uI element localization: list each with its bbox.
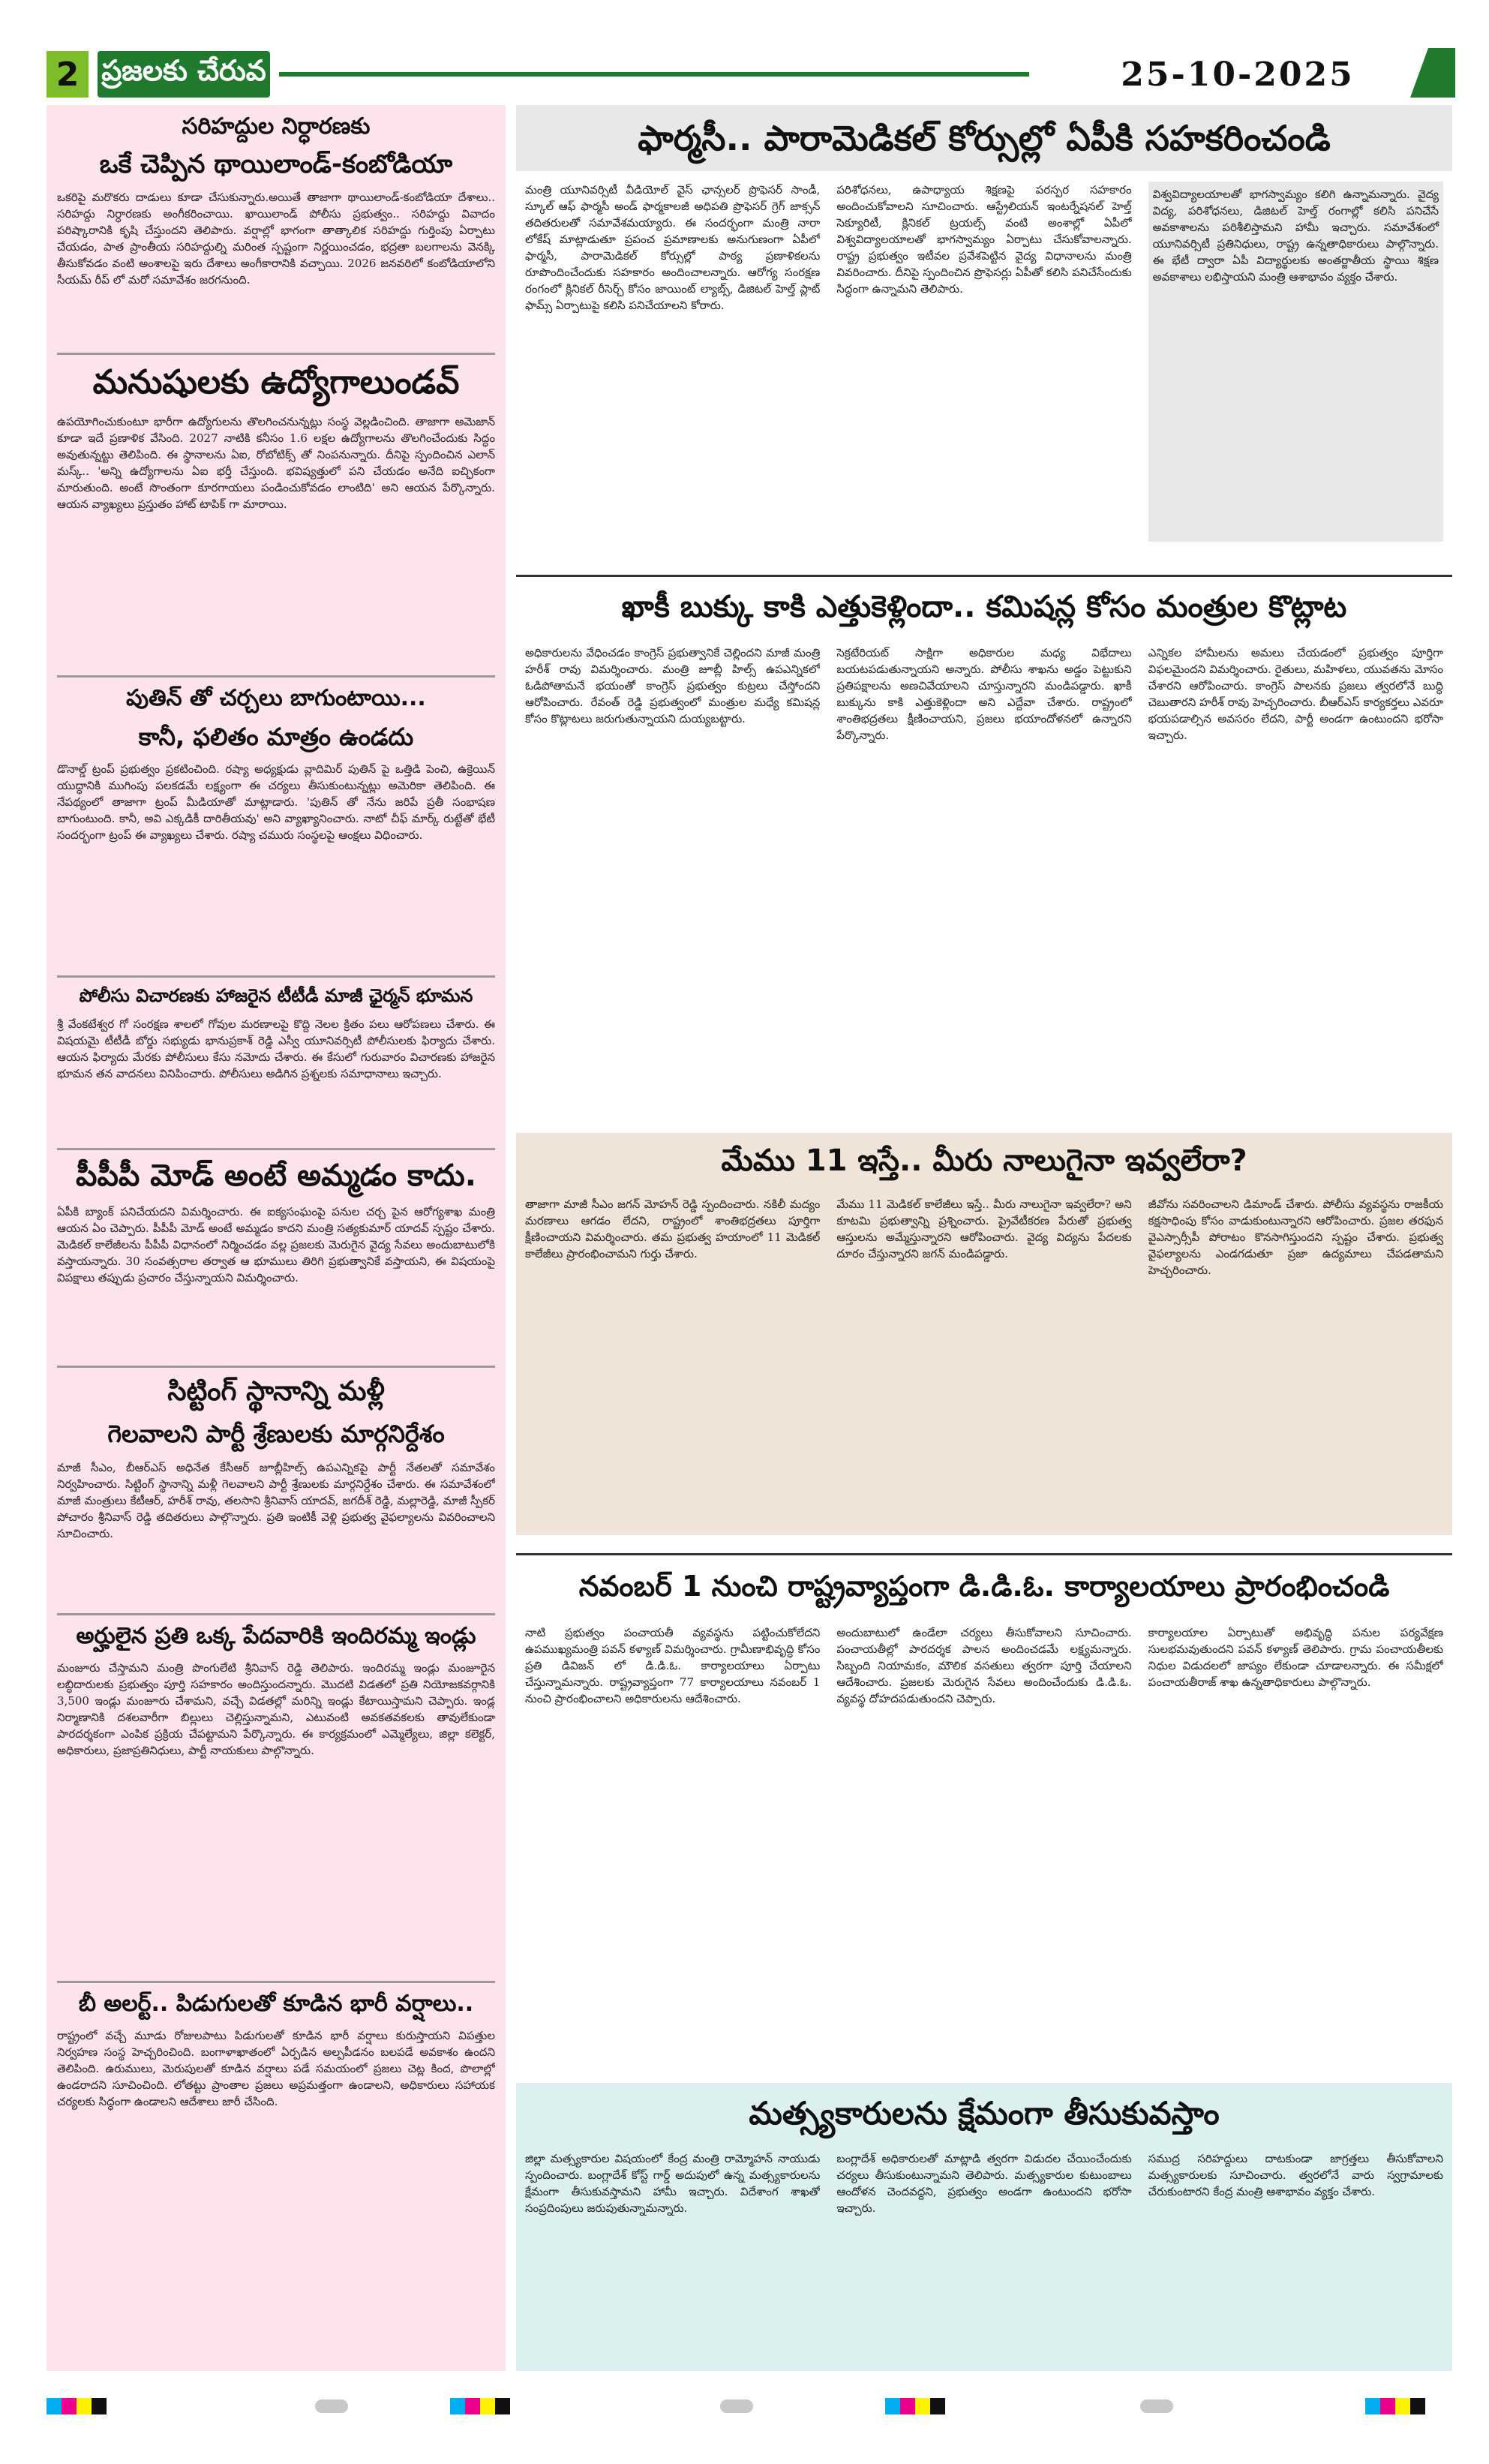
black-swatch (1410, 2398, 1425, 2414)
cyan-swatch (450, 2398, 465, 2414)
article-ai-jobs (57, 362, 495, 595)
divider (57, 1148, 495, 1150)
article-khaki-book (516, 575, 1452, 1115)
headline: మనుషులకు ఉద్యోగాలుండవ్ (92, 363, 460, 401)
header-rule (279, 72, 1029, 77)
article-body: ఎన్నికల హామీలను అమలు చేయడంలో ప్రభుత్వం పూర్తిగా విఫలమైందని విమర్శించారు. రైతులు, మహిళలు, యువతను మోసం చేశారని ఆరోపించారు. కాంగ్రెస్ పాలనకు ప్రజలు త్వరలోనే బుద్ధి చెబుతారని హరీశ్ రావు హెచ్చరించారు. బీఆర్ఎస్ కార్యకర్తలు ఎవరూ భయపడాల్సిన అవసరం లేదని, పార్టీ అండగా ఉంటుందని భరోసా ఇచ్చారు. (1148, 646, 1443, 742)
article-body: శ్రీ వేంకటేశ్వర గో సంరక్షణ శాలలో గోవుల మరణాలపై కొద్ది నెలల క్రితం పలు ఆరోపణలు చేశారు. ఈ విషయమై టీటీడీ బోర్డు సభ్యుడు భానుప్రకాశ్ రెడ్డి ఎస్వీ యూనివర్సిటీ పోలీసులకు ఫిర్యాదు చేశారు. ఆయన ఫిర్యాదు మేరకు పోలీసులు కేసు నమోదు చేశారు. ఈ కేసులో గురువారం విచారణకు హాజరైన భూమన తన వాదనలు వినిపించారు. పోలీసులు అడిగిన ప్రశ్నలకు సమాధానాలు ఇచ్చారు. (57, 1017, 495, 1080)
registration-pill (720, 2399, 753, 2413)
divider (57, 975, 495, 978)
headline: నవంబర్ 1 నుంచి రాష్ట్రవ్యాప్తంగా డి.డి.ఓ. కార్యాలయాలు ప్రారంభించండి (578, 1570, 1390, 1603)
headline: పోలీసు విచారణకు హాజరైన టీటీడీ మాజీ ఛైర్మన్ భూమన (79, 985, 473, 1006)
divider (57, 675, 495, 678)
article-body: రాష్ట్రంలో వచ్చే మూడు రోజులపాటు పిడుగులతో కూడిన భారీ వర్షాలు కురుస్తాయని విపత్తుల నిర్వహణ సంస్థ హెచ్చరించింది. బంగాళాఖాతంలో ఏర్పడిన అల్పపీడనం బలపడే అవకాశం ఉందని తెలిపింది. ఉరుములు, మెరుపులతో కూడిన వర్షాలు పడే సమయంలో ప్రజలు చెట్ల కింద, పొలాల్లో ఉండరాదని సూచించింది. లోతట్టు ప్రాంతాల ప్రజలు అప్రమత్తంగా ఉండాలని, అధికారులు సహాయక చర్యలకు సిద్ధంగా ఉండాలని ఆదేశాలు జారీ చేసింది. (57, 2028, 495, 2108)
article-body: అందుబాటులో ఉండేలా చర్యలు తీసుకోవాలని సూచించారు. పంచాయతీల్లో పారదర్శక పాలన అందించడమే లక్ష్యమన్నారు. సిబ్బంది నియామకం, మౌలిక వసతులు త్వరగా పూర్తి చేయాలని ఆదేశించారు. ప్రజలకు మెరుగైన సేవలు అందించేందుకు డి.డి.ఓ. వ్యవస్థ దోహదపడుతుందని చెప్పారు. (836, 1626, 1132, 1705)
headline: ఖాకీ బుక్కు కాకి ఎత్తుకెళ్లిందా.. కమిషన్ల కోసం మంత్రుల కొట్లాట (621, 590, 1347, 624)
cyan-swatch (885, 2398, 900, 2414)
black-swatch (930, 2398, 945, 2414)
headline: పుతిన్ తో చర్చలు బాగుంటాయి... (126, 685, 426, 711)
section-title: ప్రజలకు చేరువ (98, 51, 270, 98)
yellow-swatch (1395, 2398, 1410, 2414)
yellow-swatch (77, 2398, 92, 2414)
article-putin-talks (57, 684, 495, 959)
divider (57, 1366, 495, 1368)
article-ddo-offices (516, 1553, 1452, 2063)
article-body: ఒకరిపై మరొకరు దాడులు కూడా చేసుకున్నారు.అయితే తాజాగా థాయిలాండ్-కంబోడియా దేశాలు.. సరిహద్దు నిర్ధారణకు అంగీకరించాయి. ఖాయిలాండ్ పోలీసు ప్రభుత్వం.. సరిహద్దు వివాదం పరిష్కారానికి కృషి చేస్తుందని తెలిపారు. వర్షాల్లో భాగంగా తాత్కాలిక సరిహద్దు గుర్తింపు ఏర్పాటు చేయడం, పాత ప్రాంతీయ సరిహద్దుల్ని మరింత స్పష్టంగా నిర్ణయించడం, భద్రతా బలగాలను వెనక్కి తీసుకోవడం వంటి అంశాలపై ఇరు దేశాలు అంగీకారానికి వచ్చాయి. 2026 జనవరిలో కంబోడియాలోని సీయమ్ రీప్ లో మరో సమావేశం జరగనుంది. (57, 191, 495, 287)
article-ppp-mode (57, 1157, 495, 1352)
headline: సిట్టింగ్ స్థానాన్ని మళ్లీ (167, 1376, 385, 1407)
article-body: మంజూరు చేస్తామని మంత్రి పొంగులేటి శ్రీనివాస్ రెడ్డి తెలిపారు. ఇందిరమ్మ ఇండ్లు మంజూరైన లబ్ధిదారులకు ప్రభుత్వం పూర్తి సహకారం అందిస్తుందన్నారు. మొదటి విడతలో ప్రతి నియోజకవర్గానికి 3,500 ఇండ్లు మంజూరు చేశామని, వచ్చే విడతల్లో మరిన్ని ఇండ్లు కేటాయిస్తామని చెప్పారు. ఇండ్ల నిర్మాణానికి దశలవారీగా బిల్లులు చెల్లిస్తున్నామని, ఎటువంటి అవకతవకలకు తావులేకుండా పారదర్శకంగా ఎంపిక ప్రక్రియ చేపట్టామని పేర్కొన్నారు. ఈ కార్యక్రమంలో ఎమ్మెల్యేలు, జిల్లా కలెక్టర్, అధికారులు, ప్రజాప్రతినిధులు, పార్టీ నాయకులు పాల్గొన్నారు. (57, 1660, 495, 1757)
article-body: సెక్రటేరియట్ సాక్షిగా అధికారుల మధ్య విభేదాలు బయటపడుతున్నాయని అన్నారు. పోలీసు శాఖను అడ్డం పెట్టుకుని ప్రతిపక్షాలను అణచివేయాలని చూస్తున్నారని మండిపడ్డారు. ఖాకీ బుక్కును కాకి ఎత్తుకెళ్లిందా అని ఎద్దేవా చేశారు. రాష్ట్రంలో శాంతిభద్రతలు క్షీణించాయని, ప్రజలు భయాందోళనలో ఉన్నారని పేర్కొన్నారు. (836, 646, 1132, 742)
article-body: జిల్లా మత్స్యకారుల విషయంలో కేంద్ర మంత్రి రామ్మోహన్ నాయుడు స్పందించారు. బంగ్లాదేశ్ కోస్ట్ గార్డ్ అదుపులో ఉన్న మత్స్యకారులను క్షేమంగా తీసుకువస్తామని హామీ ఇచ్చారు. విదేశాంగ శాఖతో సంప్రదింపులు జరుపుతున్నామన్నారు. (525, 2152, 821, 2215)
headline: అర్హులైన ప్రతి ఒక్క పేదవారికి ఇందిరమ్మ ఇండ్లు (76, 1623, 476, 1649)
magenta-swatch (1380, 2398, 1395, 2414)
article-body: అధికారులను వేధించడం కాంగ్రెస్ ప్రభుత్వానికే చెల్లిందని మాజీ మంత్రి హరీశ్ రావు విమర్శించారు. మంత్రి జూబ్లీ హిల్స్ ఉపఎన్నికలో ఓడిపోతామనే భయంతో కాంగ్రెస్ ప్రభుత్వం కుట్రలు చేస్తోందని ఆరోపించారు. రేవంత్ రెడ్డి ప్రభుత్వంలో మంత్రుల మధ్యే కమిషన్ల కోసం కొట్లాటలు జరుగుతున్నాయని దుయ్యబట్టారు. (525, 646, 821, 726)
page-date: 25-10-2025 (1035, 51, 1440, 98)
headline: పీపీపీ మోడ్ అంటే అమ్మడం కాదు. (76, 1158, 476, 1193)
article-body: డొనాల్డ్ ట్రంప్ ప్రభుత్వం ప్రకటించింది. రష్యా అధ్యక్షుడు వ్లాదిమిర్ పుతిన్ పై ఒత్తిడి పెంచి, ఉక్రెయిన్ యుద్ధానికి ముగింపు పలకడమే లక్ష్యంగా ఈ చర్యలు తీసుకుంటున్నట్లు అమెరికా తెలిపింది. ఈ నేపథ్యంలో తాజాగా ట్రంప్ మీడియాతో మాట్లాడారు. 'పుతిన్ తో నేను జరిపే ప్రతీ సంభాషణ బాగుంటుంది. కానీ, అవి ఎక్కడికీ దారితీయవు' అని వ్యాఖ్యానించారు. నాటో చీఫ్ మార్క్ రుట్టేతో భేటీ సందర్భంగా ట్రంప్ ఈ వ్యాఖ్యలు చేశారు. రష్యా చమురు సంస్థలపై ఆంక్షలు విధించారు. (57, 762, 495, 842)
registration-pill (315, 2399, 348, 2413)
article-body: నాటి ప్రభుత్వం పంచాయతీ వ్యవస్థను పట్టించుకోలేదని ఉపముఖ్యమంత్రి పవన్ కళ్యాణ్ విమర్శించారు. గ్రామీణాభివృద్ధి కోసం ప్రతి డివిజన్ లో డి.డి.ఓ. కార్యాలయాలు ఏర్పాటు చేస్తున్నామన్నారు. రాష్ట్రవ్యాప్తంగా 77 కార్యాలయాలు నవంబర్ 1 నుంచి ప్రారంభించాలని అధికారులను ఆదేశించారు. (525, 1626, 821, 1705)
article-body: పరిశోధనలు, ఉపాధ్యాయ శిక్షణపై పరస్పర సహకారం అందించుకోవాలని సూచించారు. ఆస్ట్రేలియన్ ఇంటర్నేషనల్ హెల్త్ సెక్యూరిటీ, క్లినికల్ ట్రయల్స్ వంటి అంశాల్లో ఏపీలో విశ్వవిద్యాలయాలతో భాగస్వామ్యం ఏర్పాటు చేసుకోవాలన్నారు. రాష్ట్ర ప్రభుత్వం ఇటీవల ప్రవేశపెట్టిన వైద్య విధానాలను మంత్రి వివరించారు. దీనిపై స్పందించిన ప్రొఫెసర్లు ఏపీతో కలిసి పనిచేసేందుకు సిద్ధంగా ఉన్నామని తెలిపారు. (836, 183, 1132, 296)
article-body: ఏపీకి బ్యాంక్ పనిచేయదని విమర్శించారు. ఈ ఐక్యసంఘంపై పనుల చర్చ పైన ఆరోగ్యశాఖ మంత్రి ఆయన ఏం చెప్పారు. పీపీపీ మోడ్ అంటే అమ్మడం కాదని మంత్రి సత్యకుమార్ యాదవ్ స్పష్టం చేశారు. మెడికల్ కాలేజీలను పీపీపీ విధానంలో నిర్మించడం వల్ల ప్రజలకు మెరుగైన వైద్య సేవలు అందుబాటులోకి వస్తాయన్నారు. 30 సంవత్సరాల తర్వాత ఆ భూములు తిరిగి ప్రభుత్వానికే వస్తాయని, ఈ విషయంపై విపక్షాలు తప్పుడు ప్రచారం చేస్తున్నాయని విమర్శించారు. (57, 1205, 495, 1285)
article-thailand-cambodia (57, 113, 495, 321)
headline: కానీ, ఫలితం మాత్రం ఉండదు (138, 722, 414, 751)
headline: మత్స్యకారులను క్షేమంగా తీసుకువస్తాం (749, 2095, 1220, 2132)
magenta-swatch (62, 2398, 77, 2414)
headline: సరిహద్దుల నిర్ధారణకు (182, 113, 371, 140)
article-indiramma-houses (57, 1622, 495, 1957)
registration-pill (1140, 2399, 1173, 2413)
headline: గెలవాలని పార్టీ శ్రేణులకు మార్గనిర్దేశం (107, 1420, 445, 1448)
article-body: జీవోను సవరించాలని డిమాండ్ చేశారు. పోలీసు వ్యవస్థను రాజకీయ కక్షసాధింపు కోసం వాడుకుంటున్నారని ఆరోపించారు. ప్రజల తరఫున వైఎస్సార్సీపీ పోరాటం కొనసాగిస్తుందని స్పష్టం చేశారు. ప్రభుత్వ వైఫల్యాలను ఎండగడుతూ ప్రజా ఉద్యమాలు చేపడతామని హెచ్చరించారు. (1148, 1197, 1443, 1277)
article-body: ఉపయోగించుకుంటూ భారీగా ఉద్యోగులను తొలగించనున్నట్లు సంస్థ వెల్లడించింది. తాజాగా అమెజాన్ కూడా ఇదే ప్రణాళిక వేసింది. 2027 నాటికి కనీసం 1.6 లక్షల ఉద్యోగాలను తొలగించేందుకు సిద్ధం అవుతున్నట్టు తెలిపింది. ఈ స్థానాలను ఏఐ, రోబోటిక్స్ తో నింపనున్నారు. దీనిపై స్పందించిన ఎలాన్ మస్క్.. 'అన్ని ఉద్యోగాలను ఏఐ భర్తీ చేస్తుంది. భవిష్యత్తులో పని చేయడం అనేది ఐచ్ఛికంగా మారుతుంది. అంటే సొంతంగా కూరగాయలు పండించుకోవడం లాంటిది' అని ఆయన పేర్కొన్నారు. ఆయన వ్యాఖ్యలు ప్రస్తుతం హాట్ టాపిక్ గా మారాయి. (57, 415, 495, 511)
article-body: తాజాగా మాజీ సీఎం జగన్ మోహన్ రెడ్డి స్పందించారు. నకిలీ మద్యం మరణాలు ఆగడం లేదని, రాష్ట్రంలో శాంతిభద్రతలు పూర్తిగా క్షీణించాయని విమర్శించారు. తమ ప్రభుత్వ హయాంలో 11 మెడికల్ కాలేజీలు ప్రారంభించామని గుర్తు చేశారు. (525, 1197, 821, 1261)
right-column (516, 105, 1452, 2371)
article-bhumana (57, 984, 495, 1131)
article-body: కార్యాలయాల ఏర్పాటుతో అభివృద్ధి పనుల పర్యవేక్షణ సులభమవుతుందని పవన్ కళ్యాణ్ తెలిపారు. గ్రామ పంచాయతీలకు నిధుల విడుదలలో జాప్యం లేకుండా చూడాలన్నారు. ఈ సమీక్షలో పంచాయతీరాజ్ శాఖ ఉన్నతాధికారులు పాల్గొన్నారు. (1148, 1626, 1443, 1689)
article-pharmacy-paramedical (516, 105, 1452, 555)
divider (57, 1981, 495, 1983)
yellow-swatch (915, 2398, 930, 2414)
article-body: మంత్రి యూనివర్సిటీ వీడియోల్ వైస్ ఛాన్సలర్ ప్రొఫెసర్ సాండీ, స్కూల్ ఆఫ్ ఫార్మసీ అండ్ ఫార్మకాలజీ అధిపతి ప్రొఫెసర్ గ్రెగ్ జాక్సన్ తదితరులతో సమావేశమయ్యారు. ఈ సందర్భంగా మంత్రి నారా లోకేష్ మాట్లాడుతూ ప్రపంచ ప్రమాణాలకు అనుగుణంగా ఏపీలో ఫార్మసీ, పారామెడికల్ కోర్సుల్లో పాఠ్య ప్రణాళికలను రూపొందించేందుకు సహకారం అందించాలన్నారు. ఆరోగ్య సంరక్షణ రంగంలో క్లినికల్ రీసెర్చ్ కోసం జాయింట్ ల్యాబ్స్, డిజిటల్ హెల్త్ ప్లాట్ ఫామ్స్ ఏర్పాటుపై కలిసి పనిచేయాలని కోరారు. (525, 183, 821, 312)
magenta-swatch (465, 2398, 480, 2414)
cyan-swatch (47, 2398, 62, 2414)
headline: ఒకే చెప్పిన థాయిలాండ్-కంబోడియా (99, 149, 453, 179)
article-body: బంగ్లాదేశ్ అధికారులతో మాట్లాడి త్వరగా విడుదల చేయించేందుకు చర్యలు తీసుకుంటున్నామని తెలిపారు. మత్స్యకారుల కుటుంబాలు ఆందోళన చెందవద్దని, ప్రభుత్వం అండగా ఉంటుందని భరోసా ఇచ్చారు. (836, 2152, 1132, 2215)
headline: ఫార్మసీ.. పారామెడికల్ కోర్సుల్లో ఏపీకి సహకరించండి (516, 105, 1452, 171)
headline: మేము 11 ఇస్తే.. మీరు నాలుగైనా ఇవ్వలేరా? (721, 1143, 1247, 1178)
cyan-swatch (1365, 2398, 1380, 2414)
article-body: మేము 11 మెడికల్ కాలేజీలు ఇస్తే.. మీరు నాలుగైనా ఇవ్వలేరా? అని కూటమి ప్రభుత్వాన్ని ప్రశ్నించారు. ప్రైవేటీకరణ పేరుతో ప్రభుత్వ ఆస్తులను అమ్మేస్తున్నారని ఆరోపించారు. వైద్య విద్యను పేదలకు దూరం చేస్తున్నారని జగన్ మండిపడ్డారు. (836, 1197, 1132, 1261)
headline: బీ అలర్ట్.. పిడుగులతో కూడిన భారీ వర్షాలు.. (78, 1991, 474, 2017)
black-swatch (92, 2398, 107, 2414)
article-fishermen (516, 2083, 1452, 2371)
divider (57, 353, 495, 355)
article-heavy-rains (57, 1990, 495, 2357)
page-header (0, 0, 1489, 94)
left-column (47, 105, 506, 2371)
article-body: మాజీ సీఎం, బీఆర్ఎస్ అధినేత కేసీఆర్ జూబ్లీహిల్స్ ఉపఎన్నికపై పార్టీ నేతలతో సమావేశం నిర్వహించారు. సిట్టింగ్ స్థానాన్ని మళ్లీ గెలవాలని పార్టీ శ్రేణులకు మార్గనిర్దేశం చేశారు. ఈ సమావేశంలో మాజీ మంత్రులు కేటీఆర్, హరీశ్ రావు, తలసాని శ్రీనివాస్ యాదవ్, జగదీశ్ రెడ్డి, మల్లారెడ్డి, మాజీ స్పీకర్ పోచారం శ్రీనివాస్ రెడ్డి తదితరులు పాల్గొన్నారు. ప్రతి ఇంటికీ వెళ్లి ప్రభుత్వ వైఫల్యాలను వివరించాలని సూచించారు. (57, 1461, 495, 1540)
article-body: విశ్వవిద్యాలయాలతో భాగస్వామ్యం కలిగి ఉన్నామన్నారు. వైద్య విద్య, పరిశోధనలు, డిజిటల్ హెల్త్ రంగాల్లో కలిసి పనిచేసే అవకాశాలను పరిశీలిస్తామని హామీ ఇచ్చారు. సమావేశంలో యూనివర్సిటీ ప్రతినిధులు, రాష్ట్ర ఉన్నతాధికారులు పాల్గొన్నారు. ఈ భేటీ ద్వారా ఏపీ విద్యార్థులకు అంతర్జాతీయ స్థాయి శిక్షణ అవకాశాలు లభిస్తాయని మంత్రి ఆశాభావం వ్యక్తం చేశారు. (1148, 182, 1443, 542)
yellow-swatch (480, 2398, 495, 2414)
article-body: సముద్ర సరిహద్దులు దాటకుండా జాగ్రత్తలు తీసుకోవాలని మత్స్యకారులకు సూచించారు. త్వరలోనే వారు స్వగ్రామాలకు చేరుకుంటారని కేంద్ర మంత్రి ఆశాభావం వ్యక్తం చేశారు. (1148, 2152, 1443, 2198)
divider (57, 1613, 495, 1615)
magenta-swatch (900, 2398, 915, 2414)
black-swatch (495, 2398, 510, 2414)
article-sitting-seat (57, 1375, 495, 1608)
page-number: 2 (47, 51, 89, 98)
article-eleven-colleges (516, 1133, 1452, 1535)
print-registration-marks (0, 2398, 1489, 2420)
